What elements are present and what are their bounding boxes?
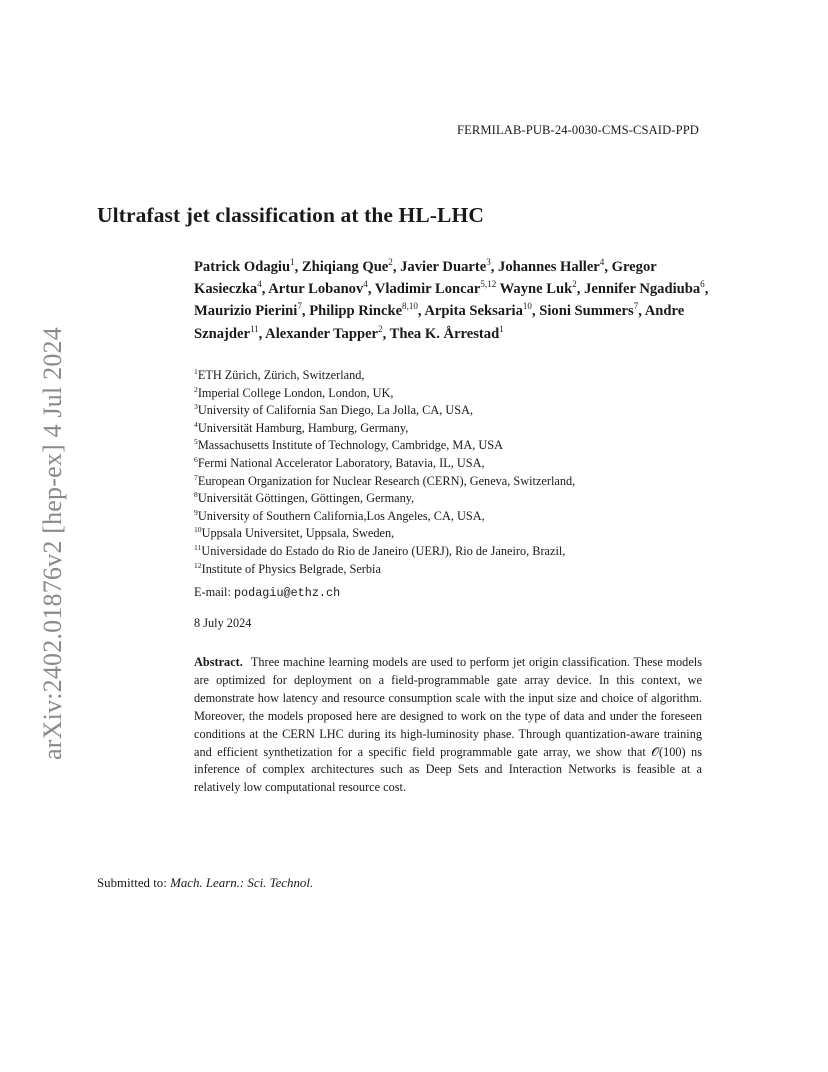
author-name: Javier Duarte	[400, 259, 487, 275]
author-affiliation-mark: 4	[599, 257, 605, 268]
affiliation	[194, 402, 575, 420]
affiliation	[194, 437, 575, 455]
affiliation-text: Fermi National Accelerator Laboratory, Batavia, IL, USA,	[197, 455, 485, 470]
author-affiliation-mark: 7	[297, 301, 302, 312]
affiliation	[194, 367, 575, 385]
affiliation-text: Massachusetts Institute of Technology, Cambridge, MA, USA	[197, 438, 503, 453]
author-affiliation-mark: 8,10	[402, 301, 418, 312]
author-affiliation-mark: 3	[486, 257, 491, 268]
abstract-heading: Abstract.	[194, 655, 243, 669]
affiliation	[194, 490, 575, 508]
affiliation-number: 6	[194, 454, 198, 464]
author-affiliation-mark: 2	[388, 257, 393, 268]
author-affiliation-mark: 1	[499, 323, 504, 334]
email-address[interactable]: podagiu@ethz.ch	[233, 586, 341, 600]
author-name: Artur Lobanov	[268, 281, 364, 298]
submitted-to	[97, 876, 313, 891]
author	[424, 303, 532, 319]
affiliation-list	[194, 367, 575, 578]
submitted-label: Submitted to:	[97, 876, 167, 890]
author-name: Zhiqiang Que	[301, 259, 389, 275]
author-name: Maurizio Pierini	[194, 303, 298, 320]
author-name: Philipp Rincke	[309, 303, 403, 320]
author-affiliation-mark: 4	[363, 279, 368, 290]
affiliation-text: University of Southern California,Los Angeles, CA, USA,	[197, 508, 485, 523]
affiliation	[194, 543, 575, 561]
affiliation-number: 4	[194, 419, 198, 429]
affiliation	[194, 385, 575, 403]
abstract-text: Three machine learning models are used to perform jet origin classification. These models are optimized for deployment on a field-programmable gate array device. In this context, we demonstrate how latency and resource consumption scale with the input size and choice of algorithm. Moreover, the models proposed here are designed to work on the type of data and under the foreseen conditions at the CERN LHC during its high-luminosity phase. Through quantization-aware training and efficient synthetization for a specific field programmable gate array, we show that 𝒪(100) ns inference of complex architectures such as Deep Sets and Interaction Networks is feasible at a relatively low computational resource cost.	[194, 655, 702, 795]
author	[389, 323, 504, 342]
affiliation-number: 12	[194, 560, 202, 570]
affiliation-text: ETH Zürich, Zürich, Switzerland,	[197, 368, 365, 382]
author-name: Andre Sznajder	[194, 303, 685, 342]
affiliation	[194, 420, 575, 438]
affiliation-number: 8	[194, 490, 198, 500]
affiliation-text: Universität Göttingen, Göttingen, Germany,	[197, 491, 415, 506]
author	[265, 323, 383, 342]
affiliation-number: 7	[194, 472, 198, 482]
author-affiliation-mark: 1	[290, 257, 295, 268]
paper-title: Ultrafast jet classification at the HL-LHC	[97, 203, 484, 227]
affiliation-number: 5	[194, 437, 198, 447]
author	[302, 259, 393, 275]
author-affiliation-mark: 11	[249, 323, 259, 334]
affiliation	[194, 508, 575, 526]
author	[194, 259, 295, 275]
author-name: Thea K. Årrestad	[389, 325, 500, 342]
affiliation-number: 10	[194, 525, 202, 535]
author-name: Wayne Luk	[499, 281, 573, 298]
author	[539, 303, 638, 319]
author-affiliation-mark: 2	[378, 323, 383, 334]
author-name: Alexander Tapper	[265, 325, 379, 342]
author-affiliation-mark: 5,12	[480, 279, 497, 290]
affiliation-text: European Organization for Nuclear Research (CERN), Geneva, Switzerland,	[197, 473, 576, 488]
journal-name: Mach. Learn.: Sci. Technol.	[170, 876, 314, 890]
arxiv-stamp[interactable]: arXiv:2402.01876v2 [hep-ex] 4 Jul 2024	[38, 327, 67, 760]
author-affiliation-mark: 2	[572, 279, 577, 290]
email-label: E-mail:	[194, 585, 231, 599]
author	[500, 281, 577, 297]
author-affiliation-mark: 10	[522, 301, 532, 312]
author-name: Arpita Seksaria	[424, 303, 523, 320]
affiliation-text: Institute of Physics Belgrade, Serbia	[201, 561, 381, 576]
affiliation-text: University of California San Diego, La Jolla, CA, USA,	[197, 403, 474, 418]
author	[194, 303, 302, 319]
author-name: Vladimir Loncar	[374, 281, 481, 298]
author-name: Johannes Haller	[498, 259, 600, 275]
affiliation-number: 3	[194, 402, 198, 412]
author-name: Sioni Summers	[539, 303, 634, 320]
author	[268, 281, 368, 297]
author-affiliation-mark: 4	[257, 279, 262, 290]
affiliation	[194, 525, 575, 543]
author-affiliation-mark: 7	[633, 301, 639, 312]
affiliation-text: Imperial College London, London, UK,	[197, 385, 394, 400]
author	[309, 303, 418, 319]
affiliation	[194, 473, 575, 491]
author-affiliation-mark: 6	[700, 279, 705, 290]
affiliation	[194, 561, 575, 579]
affiliation-text: Universidade do Estado do Rio de Janeiro (UERJ), Rio de Janeiro, Brazil,	[201, 543, 566, 558]
author	[400, 259, 491, 275]
author-name: Gregor Kasieczka	[194, 259, 657, 298]
affiliation-number: 9	[194, 507, 198, 517]
author-list: Patrick Odagiu$^1$, Zhiqiang Que$^2$, Javier Duarte$^3$, Johannes Haller$^4$, Gregor Kasieczka$^4$, Artur Lobanov$^4$, Vladimir Loncar$^{5,12}$ Wayne Luk$^2$, Jennifer Ngadiuba$^6$, Maurizio Pierini$^7$, Philipp Rincke$^{8,10}$, Arpita Seksaria$^{10}$, Sioni Summers$^7$, Andre Sznajder$^{11}$, Alexander Tapper$^2$, Thea K. Årrestad$^1$	[194, 257, 709, 342]
author	[498, 259, 604, 275]
abstract	[194, 654, 702, 797]
affiliation-number: 1	[194, 366, 198, 376]
author	[375, 281, 496, 297]
affiliation-number: 11	[194, 542, 202, 552]
report-number: FERMILAB-PUB-24-0030-CMS-CSAID-PPD	[456, 123, 699, 137]
author-name: Jennifer Ngadiuba	[584, 281, 701, 298]
author-name: Patrick Odagiu	[194, 259, 291, 275]
author	[584, 281, 705, 297]
paper-date: 8 July 2024	[194, 616, 252, 630]
affiliation-text: Universität Hamburg, Hamburg, Germany,	[197, 420, 409, 435]
affiliation-text: Uppsala Universitet, Uppsala, Sweden,	[201, 526, 395, 541]
affiliation-number: 2	[194, 384, 198, 394]
email-line	[194, 585, 340, 600]
affiliation	[194, 455, 575, 473]
